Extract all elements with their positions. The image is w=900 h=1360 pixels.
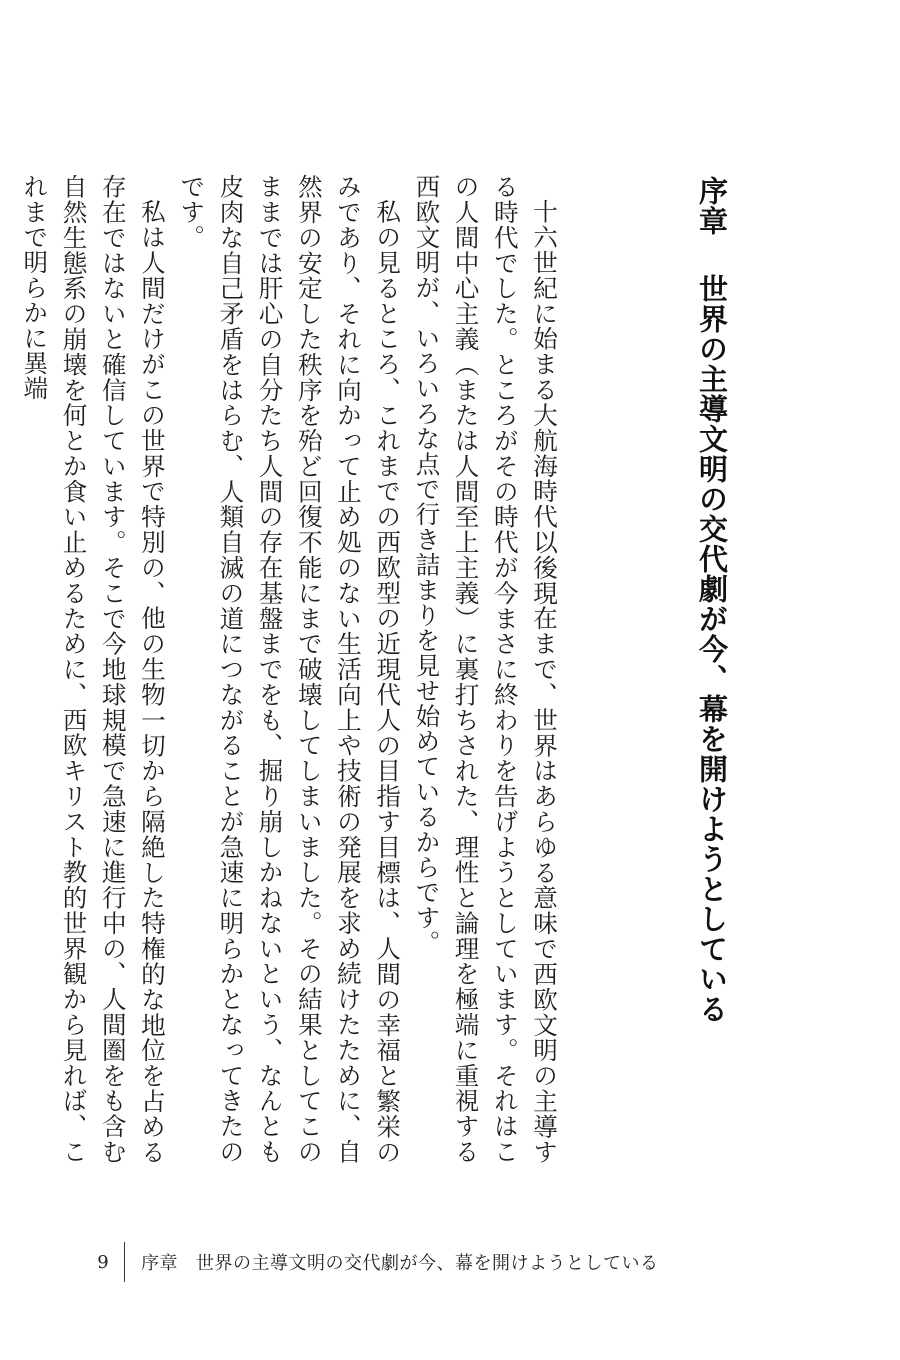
paragraph-2: 私の見るところ、これまでの西欧型の近現代人の目指す目標は、人間の幸福と繁栄のみであり、それに向かって止め処のない生活向上や技術の発展を求め続けたために、自然界の安定した秩序を殆ど回復不能にまで破壊してしまいました。その結果としてこのままでは肝心の自分たち人間の存在基盤までをも、掘り崩しかねないという、なんとも皮肉な自己矛盾をはらむ、人類自滅の道につながることが急速に明らかとなってきたのです。 (177, 174, 403, 1164)
chapter-title (692, 176, 732, 1024)
running-head-label: 序章 (141, 1253, 178, 1274)
page-footer (92, 1242, 659, 1282)
paragraph-3: 私は人間だけがこの世界で特別の、他の生物一切から隔絶した特権的な地位を占める存在ではないと確信しています。そこで今地球規模で急速に進行中の、人間圏をも含む自然生態系の崩壊を何とか食い止めるために、西欧キリスト教的世界観から見れば、これまで明らかに異端 (20, 174, 167, 1164)
paragraph-1: 十六世紀に始まる大航海時代以後現在まで、世界はあらゆる意味で西欧文明の主導する時代でした。ところがその時代が今まさに終わりを告げようとしています。それはこの人間中心主義（または人間至上主義）に裏打ちされた、理性と論理を極端に重視する西欧文明が、いろいろな点で行き詰まりを見せ始めているからです。 (412, 174, 559, 1164)
chapter-heading: 世界の主導文明の交代劇が今、幕を開けようとしている (695, 274, 729, 1024)
page-number: 9 (97, 1251, 109, 1273)
running-head-title: 世界の主導文明の交代劇が今、幕を開けようとしている (196, 1253, 659, 1274)
footer-divider (124, 1242, 125, 1282)
body-text (20, 174, 564, 1164)
chapter-label: 序章 (695, 176, 729, 236)
running-head (141, 1249, 659, 1275)
